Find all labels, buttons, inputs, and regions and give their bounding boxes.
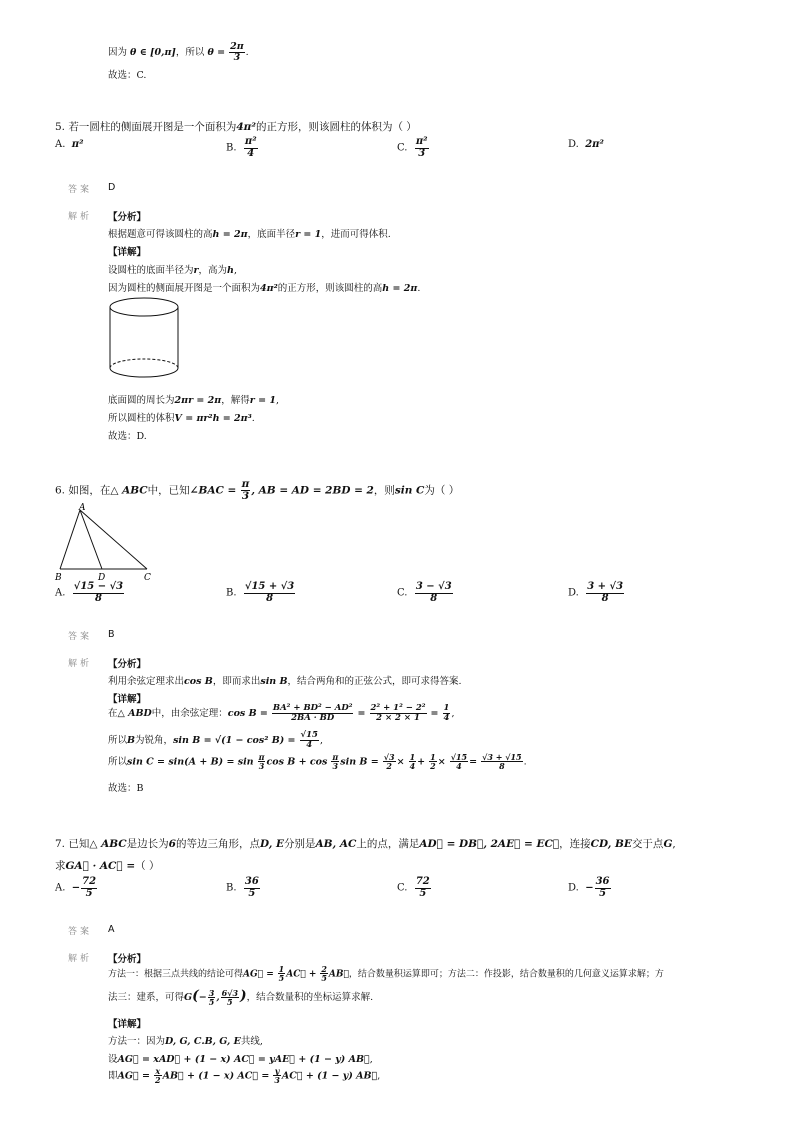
q7-option-b: B. $\frac{36}{5}$ [226, 876, 259, 899]
top-line-2: 故选：C. [108, 70, 147, 81]
question-7-stem-2: 求GA⃗ · AC⃗ =（ ） [55, 860, 160, 872]
vertex-a-label: A [79, 503, 86, 513]
q6-detail-4: 故选：B [108, 783, 144, 794]
vertex-b-label: B [55, 573, 62, 583]
q6-detail-1: 在△ ABD中，由余弦定理：cos B = $\frac{\text{BA² + BD² − AD²}}{2BA \cdot BD}$ = $\frac{\text{2² + 1² − 2²}}{2 \times 2 \times 1}$ = $\frac{1}{4}$ , [108, 703, 455, 723]
q5-detail-5: 故选：D. [108, 431, 147, 442]
answer-label: 答案 [68, 927, 93, 937]
answer-value: B [108, 629, 115, 640]
cylinder-figure [106, 296, 182, 386]
q6-detail-2: 所以B为锐角，sin B = √(1 − cos² B) = $\frac{√15}{4}$ , [108, 730, 323, 750]
vertex-c-label: C [144, 573, 151, 583]
analysis-label: 解析 [68, 212, 93, 222]
q7-option-d: D. − $\frac{36}{5}$ [568, 876, 610, 899]
q6-option-c: C. $\frac{3 - √3}{8}$ [397, 581, 452, 604]
xiangjie-heading: 【详解】 [108, 247, 147, 258]
triangle-figure [52, 502, 162, 584]
q7-detail-2: 设AG⃗ = xAD⃗ + (1 − x) AC⃗ = yAE⃗ + (1 − y) AB⃗, [108, 1054, 373, 1065]
q5-option-b: B. $\frac{\text{π²}}{4}$ [226, 136, 257, 159]
answer-label: 答案 [68, 185, 93, 195]
xiangjie-heading: 【详解】 [108, 1019, 147, 1030]
q5-detail-2: 因为圆柱的侧面展开图是一个面积为4π²的正方形，则该圆柱的高h = 2π. [108, 283, 421, 294]
analysis-label: 解析 [68, 659, 93, 669]
q5-option-a: A. π² [55, 139, 84, 150]
answer-label: 答案 [68, 632, 93, 642]
q5-fenxi-text: 根据题意可得该圆柱的高h = 2π，底面半径r = 1，进而可得体积. [108, 229, 391, 240]
q7-option-a: A. − $\frac{72}{5}$ [55, 876, 97, 899]
q6-detail-3: 所以sin C = sin(A + B) = sin $\frac{\pi}{3}$ cos B + cos $\frac{\pi}{3}$ sin B = $\frac{√3}{2}$ × $\frac{1}{4}$ + $\frac{1}{2}$ × $\frac{√15}{4}$ = $\frac{√3 + √15}{8}$ . [108, 752, 527, 772]
answer-value: A [108, 924, 115, 935]
q7-option-c: C. $\frac{72}{5}$ [397, 876, 430, 899]
q5-option-d: D. 2π² [568, 139, 604, 150]
question-5-stem: 5. 若一圆柱的侧面展开图是一个面积为4π²的正方形，则该圆柱的体积为（ ） [55, 121, 417, 133]
question-7-stem: 7. 已知△ ABC是边长为6的等边三角形，点D, E分别是AB, AC上的点，满足AD⃗ = DB⃗, 2AE⃗ = EC⃗，连接CD, BE交于点G, [55, 838, 676, 850]
q6-fenxi-text: 利用余弦定理求出cos B，即而求出sin B，结合两角和的正弦公式，即可求得答案. [108, 676, 462, 687]
q6-option-a: A. $\frac{√15 - √3}{8}$ [55, 581, 124, 604]
answer-value: D [108, 182, 116, 193]
fraction: $\frac{2\pi}{3}$ [230, 41, 244, 63]
vertex-d-label: D [98, 573, 106, 583]
fenxi-heading: 【分析】 [108, 659, 147, 670]
q7-detail-1: 方法一：因为D, G, C.B, G, E共线, [108, 1036, 263, 1047]
question-6-stem: 6. 如图，在△ ABC中，已知∠BAC = $\frac{\pi}{3}$ , AB = AD = 2BD = 2，则sin C为（ ） [55, 478, 460, 503]
q5-detail-4: 所以圆柱的体积V = πr²h = 2π³. [108, 413, 255, 424]
q6-option-d: D. $\frac{3 + √3}{8}$ [568, 581, 624, 604]
fenxi-heading: 【分析】 [108, 212, 147, 223]
top-line-1: 因为 θ ∈ [0,π]，所以 θ = $\frac{2\pi}{3}$ . [108, 41, 249, 63]
q5-detail-1: 设圆柱的底面半径为r，高为h, [108, 265, 237, 276]
q5-detail-3: 底面圆的周长为2πr = 2π，解得r = 1, [108, 395, 279, 406]
q7-fenxi-line-1: 方法一：根据三点共线的结论可得AG⃗ = $\frac{1}{5}$ AC⃗ + $\frac{2}{5}$ AB⃗，结合数量积运算即可；方法二：作投影，结合数量积的几何意义运算求解；方 [108, 964, 664, 984]
fenxi-heading: 【分析】 [108, 954, 147, 965]
q7-detail-3: 即AG⃗ = $\frac{x}{2}$ AB⃗ + (1 − x) AC⃗ = $\frac{y}{3}$ AC⃗ + (1 − y) AB⃗, [108, 1066, 381, 1086]
analysis-label: 解析 [68, 954, 93, 964]
xiangjie-heading: 【详解】 [108, 694, 147, 705]
q6-option-b: B. $\frac{√15 + √3}{8}$ [226, 581, 295, 604]
q5-option-c: C. $\frac{\text{π²}}{3}$ [397, 136, 428, 159]
q7-fenxi-line-2: 法三：建系，可得G(− $\frac{3}{5}$ , $\frac{6√3}{5}$ )，结合数量积的坐标运算求解. [108, 987, 374, 1007]
